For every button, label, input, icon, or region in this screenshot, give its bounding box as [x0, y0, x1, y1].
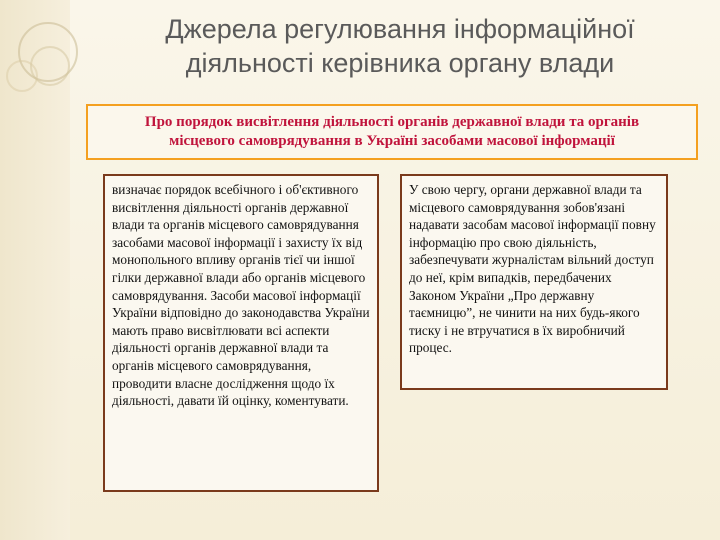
law-title-line-2: місцевого самоврядування в Україні засобами масової інформації	[169, 133, 615, 149]
slide-title-line-1: Джерела регулювання інформаційної	[165, 14, 635, 44]
law-title-line-1: Про порядок висвітлення діяльності органів державної влади та органів	[144, 114, 640, 130]
left-text-box	[103, 174, 379, 492]
law-title	[145, 113, 639, 151]
right-text-box	[400, 174, 668, 390]
slide-title-line-2: діяльності керівника органу влади	[185, 48, 615, 78]
slide-title	[100, 12, 700, 80]
decorative-circle	[6, 60, 38, 92]
law-title-box	[86, 104, 698, 160]
right-text: У свою чергу, органи державної влади та місцевого самоврядування зобов'язані надавати засобам масової інформації повну інформацію про свою діяльність, забезпечувати журналістам вільний доступ до неї, крім випадків, передбачених Законом України „Про державну таємницю”, не чинити на них будь-якого тиску і не втручатися в їх виробничий процес.	[409, 182, 656, 356]
left-text: визначає порядок всебічного і об'єктивного висвітлення діяльності органів державної влади та органів місцевого самоврядування засобами масової інформації і захисту їх від монопольного впливу органів тієї чи іншої гілки державної влади або органів місцевого самоврядування. Засоби масової інформації України відповідно до законодавства України мають право висвітлювати всі аспекти діяльності органів державної влади та органів місцевого самоврядування, проводити власне дослідження щодо їх діяльності, давати їй оцінку, коментувати.	[112, 182, 370, 409]
